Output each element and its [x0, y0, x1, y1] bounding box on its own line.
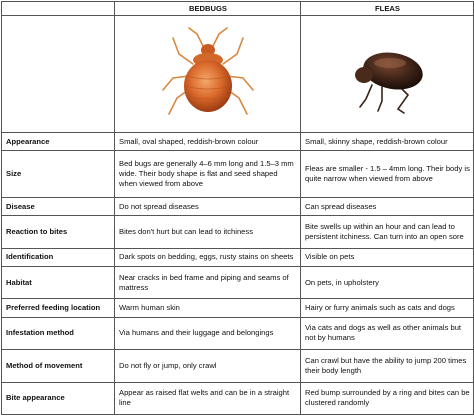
bedbugs-header: BEDBUGS [115, 2, 301, 16]
fleas-cell: Fleas are smaller - 1.5 – 4mm long. Their body is quite narrow when viewed from above [301, 151, 474, 198]
bedbugs-cell: Warm human skin [115, 299, 301, 317]
fleas-cell: Can spread diseases [301, 197, 474, 215]
bedbugs-cell: Small, oval shaped, reddish-brown colour [115, 133, 301, 151]
bedbugs-cell: Appear as raised flat welts and can be in a straight line [115, 382, 301, 414]
image-row [2, 16, 474, 133]
table-row [2, 317, 474, 349]
fleas-cell: Bite swells up within an hour and can lead to persistent itchiness. Can turn into an open sore [301, 216, 474, 248]
bedbugs-cell: Bed bugs are generally 4–6 mm long and 1.5–3 mm wide. Their body shape is flat and seed shaped when viewed from above [115, 151, 301, 198]
row-label: Habitat [2, 266, 115, 298]
table-row [2, 382, 474, 414]
comparison-table [1, 1, 474, 415]
row-label: Infestation method [2, 317, 115, 349]
fleas-cell: Hairy or furry animals such as cats and dogs [301, 299, 474, 317]
row-label: Method of movement [2, 350, 115, 382]
table-row [2, 299, 474, 317]
flea-image-cell [301, 16, 474, 133]
bedbugs-cell: Do not fly or jump, only crawl [115, 350, 301, 382]
table-row [2, 248, 474, 266]
fleas-cell: Can crawl but have the ability to jump 200 times their body length [301, 350, 474, 382]
fleas-cell: Red bump surrounded by a ring and bites can be clustered randomly [301, 382, 474, 414]
table-row [2, 216, 474, 248]
bedbugs-cell: Do not spread diseases [115, 197, 301, 215]
bedbugs-cell: Bites don't hurt but can lead to itchiness [115, 216, 301, 248]
row-label: Disease [2, 197, 115, 215]
table-row [2, 151, 474, 198]
bedbugs-cell: Via humans and their luggage and belongings [115, 317, 301, 349]
table-row [2, 350, 474, 382]
bedbug-image-cell [115, 16, 301, 133]
header-row [2, 2, 474, 16]
bedbugs-cell: Dark spots on bedding, eggs, rusty stains on sheets [115, 248, 301, 266]
fleas-header: FLEAS [301, 2, 474, 16]
row-label: Appearance [2, 133, 115, 151]
row-label: Size [2, 151, 115, 198]
bedbugs-cell: Near cracks in bed frame and piping and seams of mattress [115, 266, 301, 298]
row-label: Identification [2, 248, 115, 266]
table-row [2, 133, 474, 151]
fleas-cell: On pets, in upholstery [301, 266, 474, 298]
bedbug-photo [153, 24, 263, 124]
row-label: Preferred feeding location [2, 299, 115, 317]
row-label: Bite appearance [2, 382, 115, 414]
row-label: Reaction to bites [2, 216, 115, 248]
fleas-cell: Via cats and dogs as well as other animals but not by humans [301, 317, 474, 349]
fleas-cell: Small, skinny shape, reddish-brown colour [301, 133, 474, 151]
corner-header [2, 2, 115, 16]
flea-photo [338, 29, 438, 119]
table-row [2, 266, 474, 298]
table-row [2, 197, 474, 215]
image-row-label [2, 16, 115, 133]
fleas-cell: Visible on pets [301, 248, 474, 266]
